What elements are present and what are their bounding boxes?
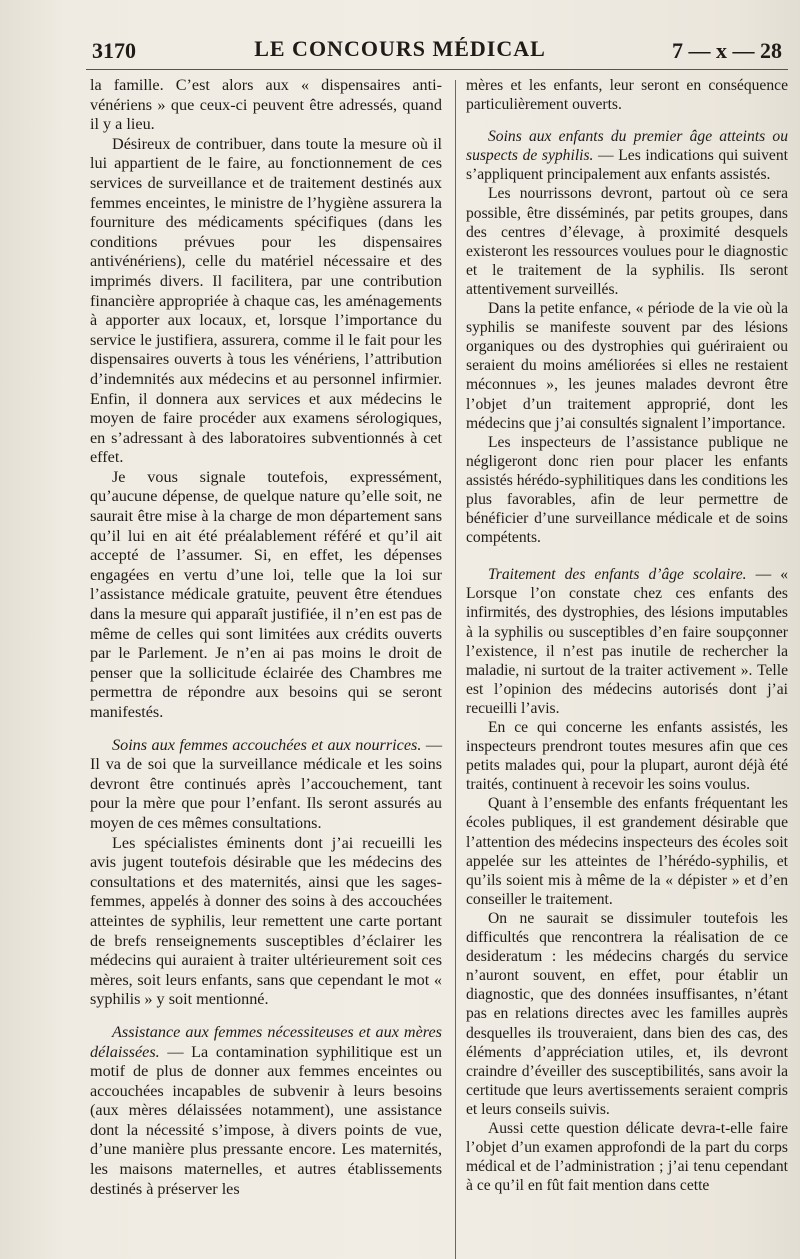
paragraph: Désireux de contribuer, dans toute la mesure où il lui appartient de le faire, au fonctionnement de ces services de surveillance et de traitement destinés aux femmes enceintes, le ministre de l’hygiène assurera la fourniture des médicaments spécifiques (dans les conditions prévues pour les dispensaires antivénériens), celle du matériel nécessaire et des imprimés divers. Il facilitera, par une contribution financière appropriée à chaque cas, les aménagements à apporter aux locaux, et, lorsque l’importance du service le justifiera, assurera, comme il le fait pour les dispensaires ouverts à tous les vénériens, l’attribution d’indemnités aux médecins et au personnel infirmier. Enfin, il donnera aux services et aux médecins le moyen de faire procéder aux examens sérologiques, en s’adressant à des laboratoires subventionnés à cet effet. <box>90 134 442 467</box>
journal-title: LE CONCOURS MÉDICAL <box>254 36 546 61</box>
section-paragraph <box>90 736 442 834</box>
paragraph: la famille. C’est alors aux « dispensaires anti-vénériens » que ceux-ci peuvent être adressés, quand il y a lieu. <box>90 76 442 134</box>
section-text: — Les indications qui suivent s’appliquent principalement aux enfants assistés. <box>466 147 788 184</box>
paragraph: Dans la petite enfance, « période de la vie où la syphilis se manifeste souvent par des lésions organiques ou des dystrophies qui guériraient ou seraient du moins améliorées si elles ne restaient méconnues », les jeunes malades devront être l’objet d’un traitement approprié, dont les médecins que j’ai consultés signalent l’importance. <box>466 300 788 432</box>
section-paragraph <box>466 565 788 718</box>
paragraph: Les nourrissons devront, partout où ce sera possible, être disséminés, par petits groupes, dans des centres d’élevage, à proximité desquels existeront les ressources voulues pour le diagnostic et le traitement de la syphilis. Ils seront attentivement surveillés. <box>466 185 788 298</box>
section-heading: Traitement des enfants d’âge scolaire. <box>488 566 747 584</box>
paragraph: Je vous signale toutefois, expressément, qu’aucune dépense, de quelque nature qu’elle soit, ne saurait être mise à la charge de mon département sans qu’il lui en ait été préalablement référé et qu’il ait accepté de l’assumer. Si, en effet, les dépenses engagées en vertu d’une loi, telle que la loi sur l’assistance médicale gratuite, peuvent être étendues dans la mesure qui apparaît justifiée, il n’en est pas de même de celles qui sont limitées aux crédits ouverts par le Parlement. Je n’en ai pas moins le droit de penser que la sollicitude éclairée des Chambres me permettra de répondre aux besoins qui se seront manifestés. <box>90 467 442 721</box>
section-text: — Il va de soi que la surveillance médicale et les soins devront être continués après l’accouchement, tant pour la mère que pour l’enfant. Ils seront assurés au moyen de ces mêmes consultations. <box>90 735 442 832</box>
column-divider <box>455 80 456 1259</box>
paragraph: En ce qui concerne les enfants assistés, les inspecteurs prendront toutes mesures afin que ces petits malades qui, pour la plupart, auront déjà été traités, continuent à recevoir les soins voulus. <box>466 719 788 794</box>
paragraph: On ne saurait se dissimuler toutefois les difficultés que rencontrera la réalisation de ce desideratum : les médecins chargés du service n’auront souvent, en effet, pour établir un diagnostic, que des données insuffisantes, n’étant pas en relations directes avec les familles auprès desquelles ils trouveraient, dans bien des cas, des éléments d’appréciation utiles, et, ils devront craindre d’éveiller des susceptibilités, sans avoir la certitude que leurs avertissements seraient compris et leurs conseils suivis. <box>466 909 788 1118</box>
section-heading: Soins aux femmes accouchées et aux nourrices. <box>112 735 422 754</box>
section-text: — La contamination syphilitique est un motif de plus de donner aux femmes enceintes ou accouchées incapables de subvenir à leurs besoins (aux mères délaissées notamment), une assistance dont la nécessité s’impose, à divers points de vue, d’une manière plus pressante encore. Les maternités, les maisons maternelles, et autres établissements destinés à préserver les <box>90 1042 442 1198</box>
page-number: 3170 <box>92 38 136 63</box>
paragraph: mères et les enfants, leur seront en conséquence particulièrement ouverts. <box>466 77 788 114</box>
paragraph: Les spécialistes éminents dont j’ai recueilli les avis jugent toutefois désirable que les médecins des consultations et des maternités, ainsi que les sages-femmes, appelés à donner des soins à des accouchées atteintes de syphilis, leur remettent une carte portant de brefs renseignements susceptibles d’éclairer les médecins qui auraient à traiter ultérieurement soit ces mères, soit leurs enfants, sans que cependant le mot « syphilis » y soit mentionné. <box>90 833 442 1009</box>
header-rule <box>86 69 788 70</box>
paragraph: Les inspecteurs de l’assistance publique ne négligeront donc rien pour placer les enfants assistés hérédo-syphilitiques dans les conditions les plus favorables, afin de leur permettre de bénéficier d’une surveillance médicale et de soins compétents. <box>466 433 788 547</box>
right-column <box>466 76 788 1195</box>
section-paragraph <box>466 127 788 184</box>
section-heading: Soins aux enfants du premier âge atteints ou suspects de syphilis. <box>466 128 788 165</box>
left-column <box>90 76 442 1199</box>
paragraph: Aussi cette question délicate devra-t-elle faire l’objet d’un examen approfondi de la part du corps médical et de l’administration ; j’ai tenu cependant à ce qu’il en fût fait mention dans cette <box>466 1119 788 1195</box>
issue-date: 7 — x — 28 <box>672 38 782 63</box>
section-text: — « Lorsque l’on constate chez ces enfants des infirmités, des dystrophies, des lésions imputables à la syphilis ou susceptibles d’en faire soupçonner l’existence, il n’est pas inutile de rechercher la maladie, ni surtout de la traiter activement ». Telle est l’opinion des médecins autorisés dont j’ai recueilli l’avis. <box>466 566 788 717</box>
page-header <box>0 32 800 68</box>
section-heading: Assistance aux femmes nécessiteuses et aux mères délaissées. <box>90 1022 442 1061</box>
section-paragraph <box>90 1023 442 1199</box>
paragraph: Quant à l’ensemble des enfants fréquentant les écoles publiques, il est grandement désirable que l’attention des médecins inspecteurs des écoles soit appelée sur les atteintes de l’hérédo-syphilis, et qu’ils soient mis à même de la « dépister » et d’en conseiller le traitement. <box>466 795 788 908</box>
